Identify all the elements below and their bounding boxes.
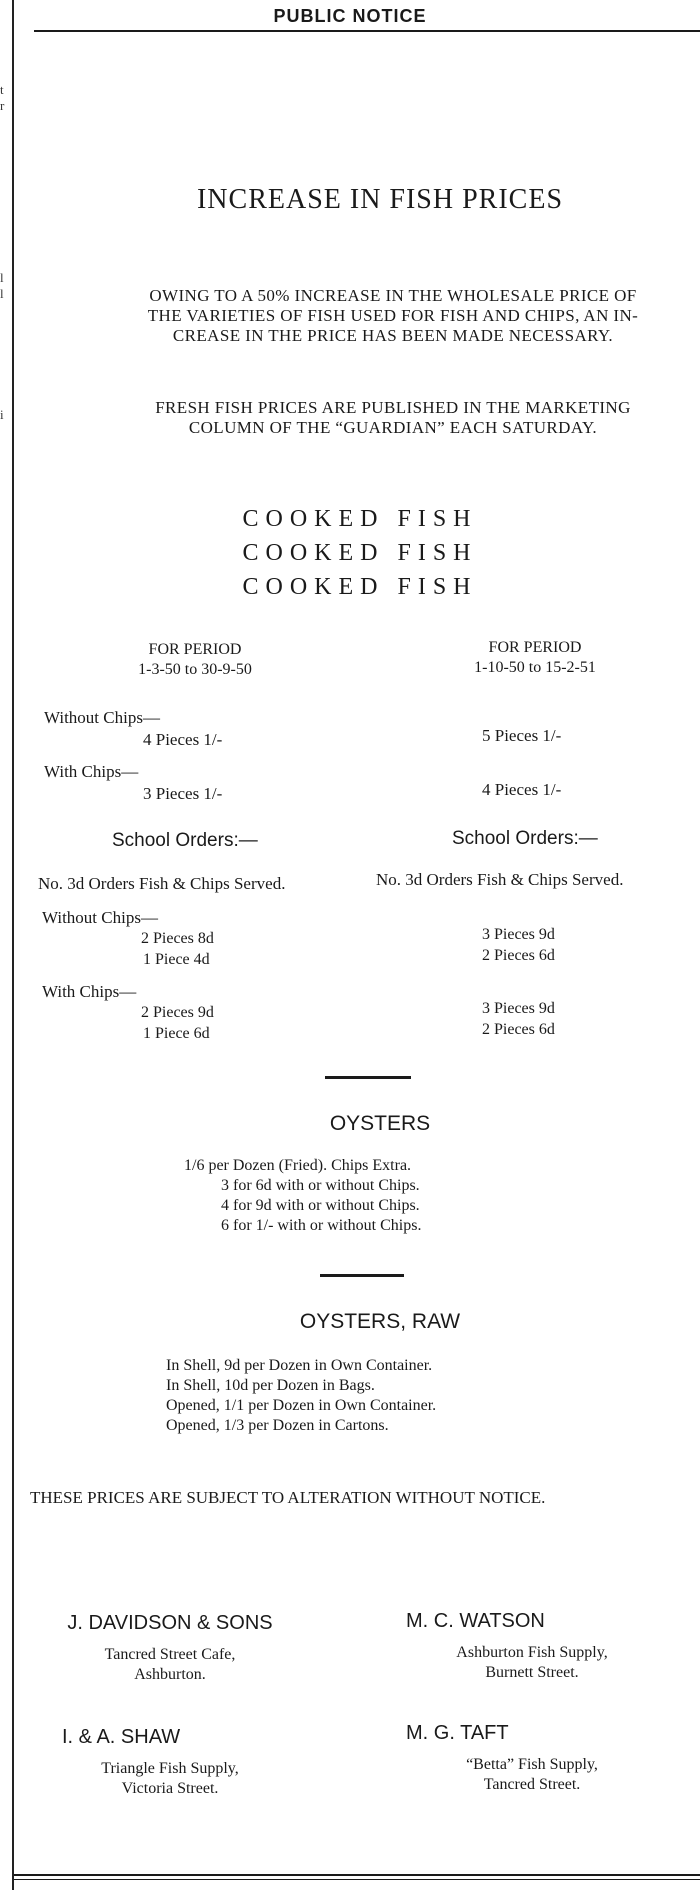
oyster-raw-line: Opened, 1/1 per Dozen in Own Container. [166, 1397, 437, 1414]
cooked-fish-line: COOKED FISH [242, 540, 478, 566]
oysters-heading: OYSTERS [329, 1112, 431, 1135]
school-with-chips-col-1 [141, 1002, 214, 1044]
address-line: Tancred Street. [483, 1776, 581, 1793]
address-line: Burnett Street. [485, 1664, 579, 1681]
business-davidson [40, 1612, 300, 1685]
intro-line: CREASE IN THE PRICE HAS BEEN MADE NECESSARY. [172, 326, 614, 345]
disclaimer: THESE PRICES ARE SUBJECT TO ALTERATION WITHOUT NOTICE. [30, 1488, 546, 1507]
section-divider [320, 1274, 404, 1277]
school-orders-note-2: No. 3d Orders Fish & Chips Served. [376, 870, 624, 889]
business-name: J. DAVIDSON & SONS [67, 1612, 273, 1634]
period-2 [420, 638, 650, 678]
business-taft [402, 1722, 662, 1795]
oysters-raw-price-list [166, 1356, 436, 1436]
intro-line: OWING TO A 50% INCREASE IN THE WHOLESALE PRICE OF [149, 286, 637, 305]
price-line: 2 Pieces 8d [141, 930, 214, 947]
business-address [402, 1643, 662, 1683]
address-line: Triangle Fish Supply, [101, 1760, 239, 1777]
school-orders-heading-1: School Orders:— [112, 830, 258, 851]
intro-line: THE VARIETIES OF FISH USED FOR FISH AND CHIPS, AN IN- [147, 306, 639, 325]
school-orders-note-1: No. 3d Orders Fish & Chips Served. [38, 874, 286, 893]
notice-title: INCREASE IN FISH PRICES [196, 184, 564, 215]
price-line: 2 Pieces 6d [482, 1021, 555, 1038]
address-line: “Betta” Fish Supply, [466, 1756, 598, 1773]
price-line: 1 Piece 6d [143, 1025, 210, 1042]
oyster-line: 3 for 6d with or without Chips. [221, 1177, 420, 1194]
school-orders-heading-2: School Orders:— [452, 828, 598, 849]
school-with-chips-col-2 [482, 998, 555, 1040]
oyster-line: 6 for 1/- with or without Chips. [221, 1217, 422, 1234]
guardian-line: COLUMN OF THE “GUARDIAN” EACH SATURDAY. [188, 418, 598, 437]
business-address [402, 1755, 662, 1795]
price-line: 3 Pieces 9d [482, 1000, 555, 1017]
oyster-line: 1/6 per Dozen (Fried). Chips Extra. [184, 1157, 412, 1174]
margin-fragment: l [0, 286, 4, 301]
without-chips-price-period-1: 4 Pieces 1/- [143, 730, 223, 749]
period-dates: 1-3-50 to 30-9-50 [138, 661, 252, 678]
school-without-chips-col-2 [482, 924, 555, 966]
period-dates: 1-10-50 to 15-2-51 [474, 659, 596, 676]
footer-rule [14, 1874, 700, 1876]
business-name: M. C. WATSON [406, 1610, 545, 1632]
address-line: Tancred Street Cafe, [104, 1646, 236, 1663]
intro-paragraph [40, 286, 700, 346]
address-line: Ashburton. [134, 1666, 206, 1683]
cooked-fish-heading [180, 502, 540, 604]
business-shaw [40, 1726, 300, 1799]
oyster-raw-line: In Shell, 10d per Dozen in Bags. [166, 1377, 375, 1394]
period-label: FOR PERIOD [148, 641, 242, 658]
without-chips-price-period-2: 5 Pieces 1/- [482, 726, 562, 745]
left-margin-border [12, 0, 14, 1890]
cooked-fish-line: COOKED FISH [242, 574, 478, 600]
oysters-raw-heading: OYSTERS, RAW [299, 1310, 461, 1333]
business-name: M. G. TAFT [406, 1722, 509, 1744]
cooked-fish-line: COOKED FISH [242, 506, 478, 532]
price-line: 3 Pieces 9d [482, 926, 555, 943]
business-address [40, 1645, 300, 1685]
business-watson [402, 1610, 662, 1683]
with-chips-price-period-2: 4 Pieces 1/- [482, 780, 562, 799]
section-divider [325, 1076, 411, 1079]
public-notice-header: PUBLIC NOTICE [273, 6, 427, 26]
header-rule [34, 30, 700, 32]
margin-fragment: i [0, 407, 4, 422]
address-line: Victoria Street. [121, 1780, 219, 1797]
address-line: Ashburton Fish Supply, [456, 1644, 608, 1661]
margin-fragment: r [0, 98, 5, 113]
without-chips-label: Without Chips— [44, 708, 160, 727]
guardian-paragraph [40, 398, 700, 438]
with-chips-price-period-1: 3 Pieces 1/- [143, 784, 223, 803]
period-1 [80, 640, 310, 680]
price-line: 1 Piece 4d [143, 951, 210, 968]
guardian-line: FRESH FISH PRICES ARE PUBLISHED IN THE MARKETING [155, 398, 631, 417]
oyster-raw-line: Opened, 1/3 per Dozen in Cartons. [166, 1417, 389, 1434]
with-chips-label: With Chips— [44, 762, 139, 781]
oysters-price-list [184, 1156, 421, 1236]
school-without-chips-label: Without Chips— [42, 908, 158, 927]
price-line: 2 Pieces 9d [141, 1004, 214, 1021]
oyster-raw-line: In Shell, 9d per Dozen in Own Container. [166, 1357, 433, 1374]
period-label: FOR PERIOD [488, 639, 582, 656]
price-line: 2 Pieces 6d [482, 947, 555, 964]
business-address [40, 1759, 300, 1799]
business-name: I. & A. SHAW [62, 1726, 181, 1748]
margin-fragment: l [0, 270, 4, 285]
oyster-line: 4 for 9d with or without Chips. [221, 1197, 420, 1214]
margin-fragment: t [0, 82, 4, 97]
footer-rule-thin [14, 1879, 700, 1880]
school-without-chips-col-1 [141, 928, 214, 970]
school-with-chips-label: With Chips— [42, 982, 137, 1001]
